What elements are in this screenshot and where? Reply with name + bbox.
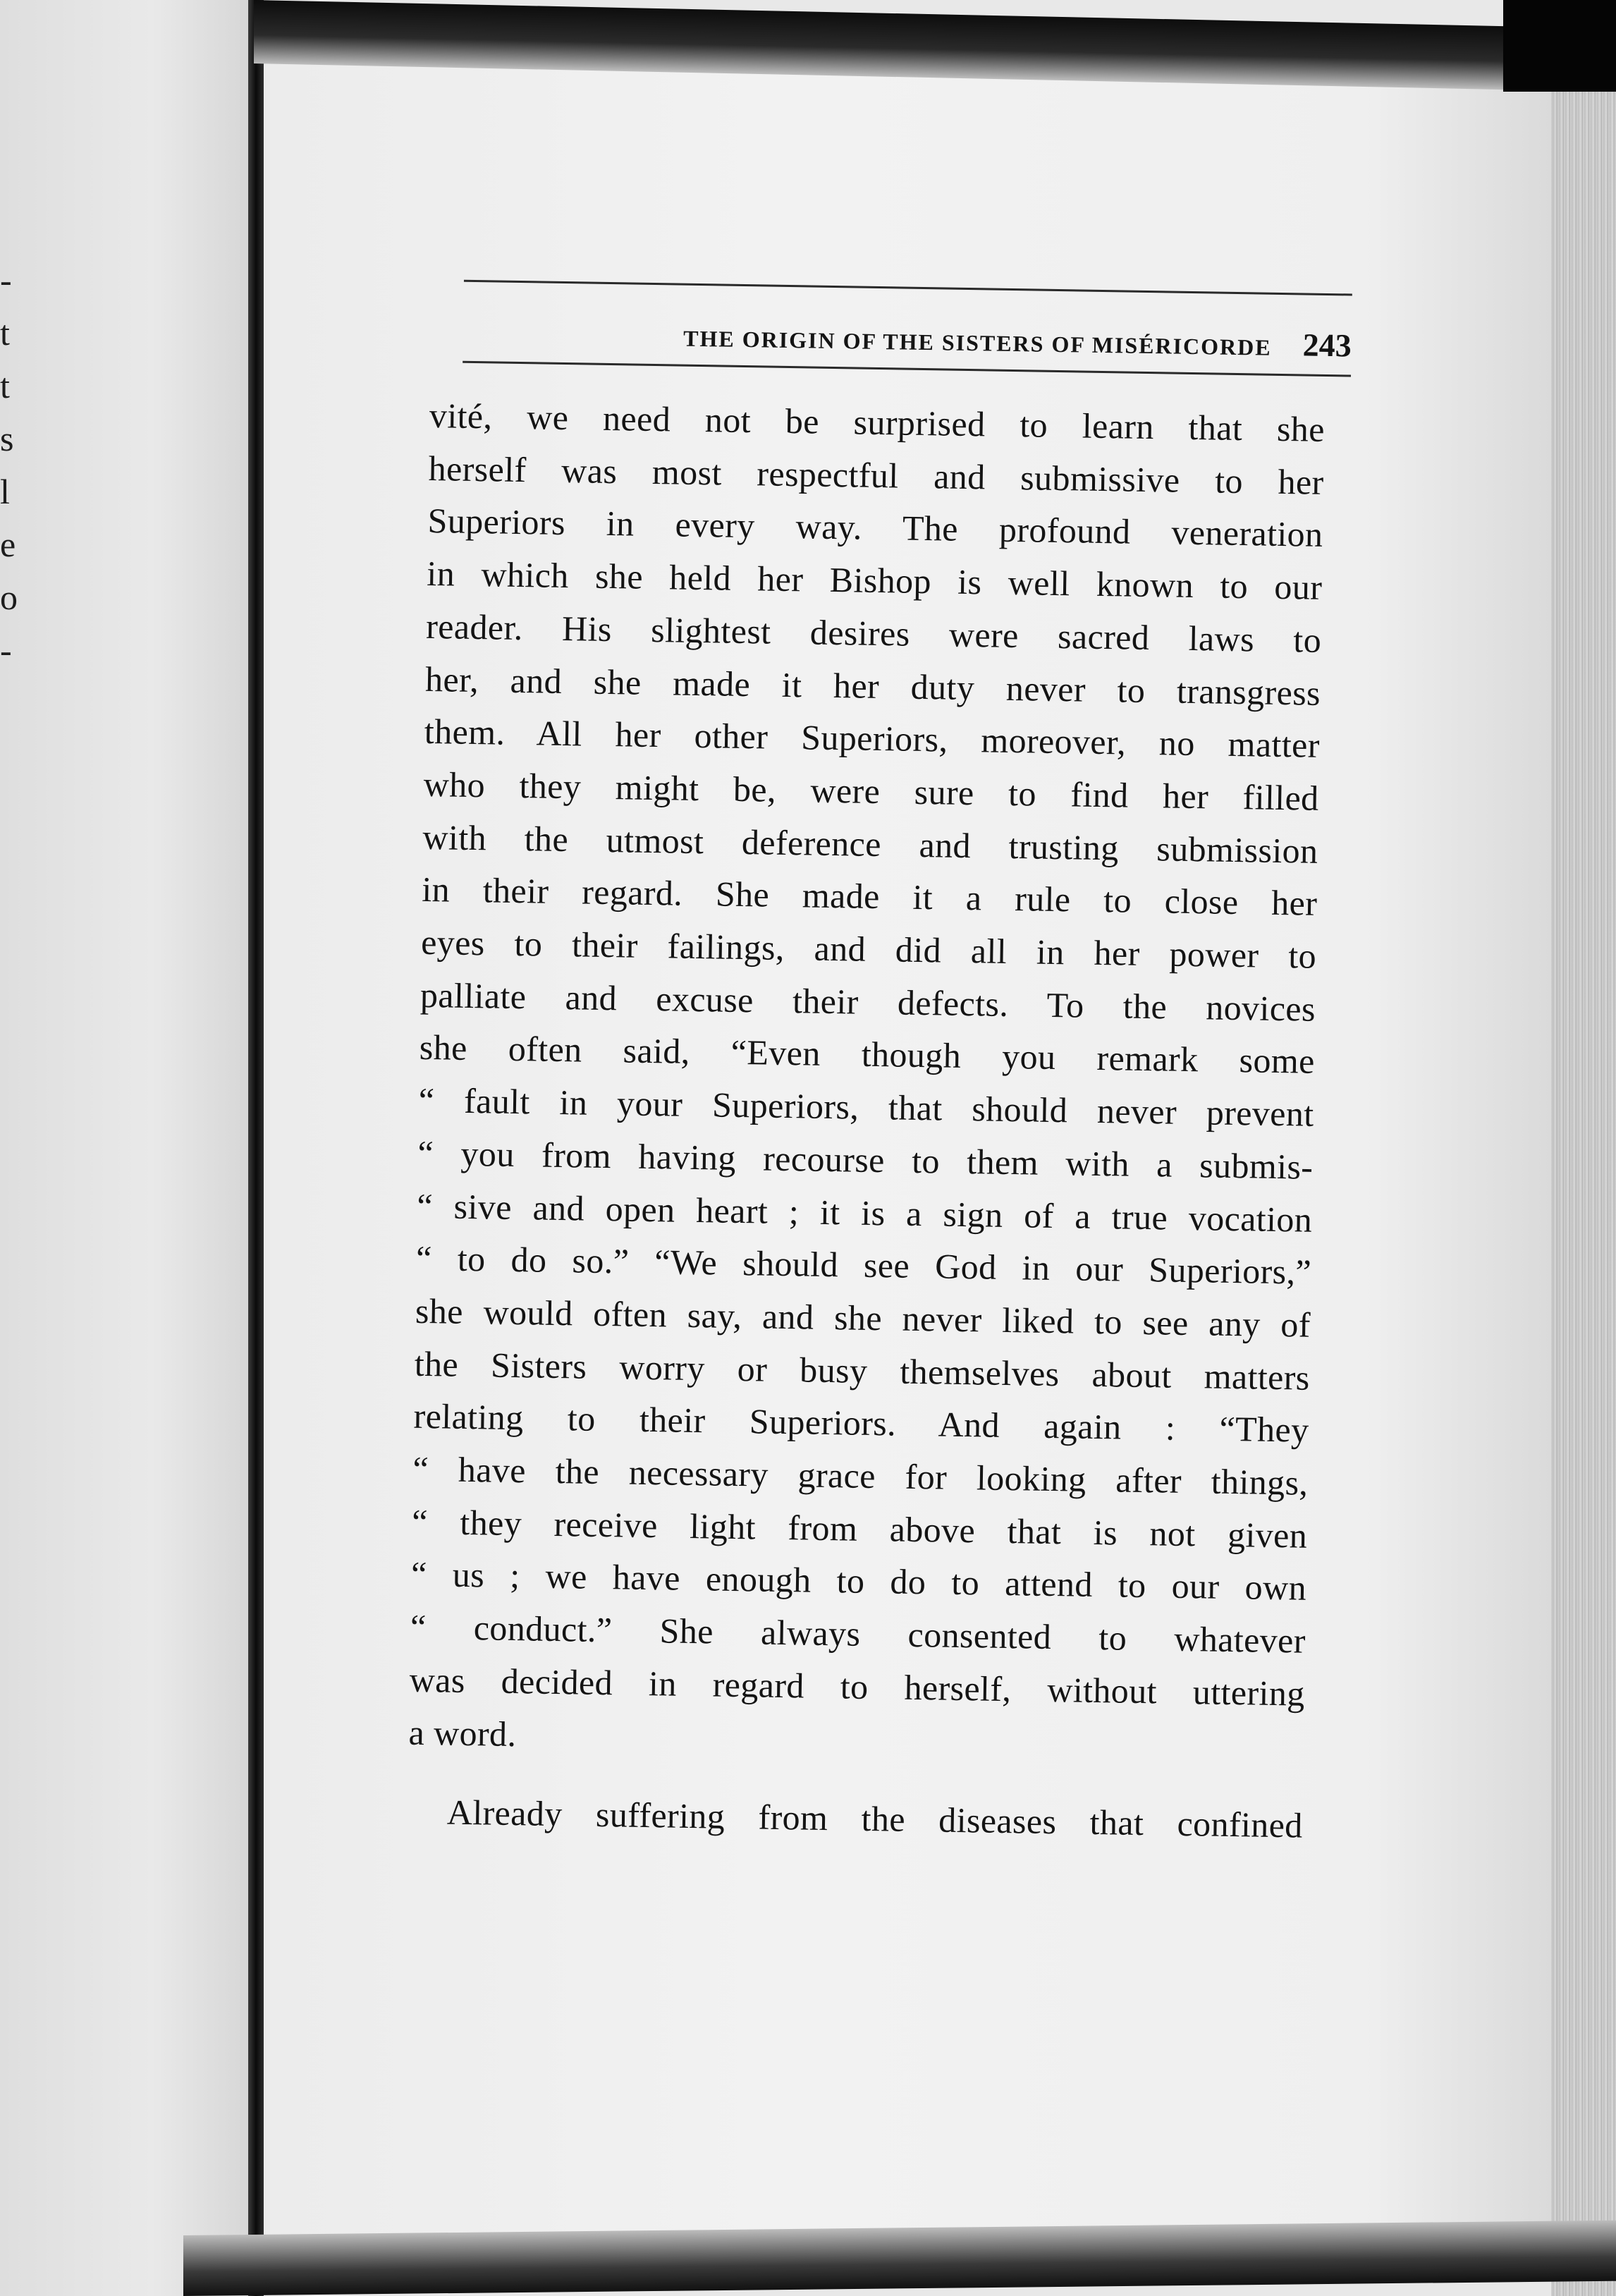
- running-title: THE ORIGIN OF THE SISTERS OF MISÉRICORDE: [682, 325, 1272, 360]
- text-line: eyes to their failings, and did all in her power to: [420, 922, 1317, 976]
- body-text: [407, 389, 1325, 1852]
- text-line: in which she held her Bishop is well known to our: [427, 554, 1323, 608]
- book-gutter: [248, 0, 264, 2296]
- text-line: “ conduct.” She always consented to whatever: [410, 1606, 1306, 1661]
- scan-corner-shadow: [1503, 0, 1616, 92]
- text-line: Already suffering from the diseases that confined: [446, 1792, 1304, 1845]
- header-rule-bottom: [463, 361, 1351, 377]
- text-line: was decided in regard to herself, without uttering: [409, 1659, 1306, 1714]
- page-content: [407, 279, 1352, 1852]
- text-line: who they might be, were sure to find her filled: [423, 764, 1320, 818]
- text-line: in their regard. She made it a rule to close her: [421, 869, 1318, 924]
- text-line: a word.: [408, 1712, 517, 1754]
- page-stack-edge: [1551, 63, 1616, 2296]
- text-line: reader. His slightest desires were sacred laws to: [425, 606, 1322, 660]
- text-line: them. All her other Superiors, moreover, no matter: [424, 712, 1321, 766]
- text-line: “ they receive light from above that is not given: [411, 1501, 1308, 1556]
- text-line: “ have the necessary grace for looking after things,: [412, 1448, 1309, 1503]
- text-line: “ to do so.” “We should see God in our Superiors,”: [415, 1238, 1312, 1293]
- text-line: herself was most respectful and submissive to her: [428, 448, 1325, 502]
- text-line: “ fault in your Superiors, that should never prevent: [418, 1080, 1314, 1134]
- paragraph: [408, 389, 1325, 1773]
- page-number: 243: [1302, 326, 1352, 364]
- text-line: palliate and excuse their defects. To the novices: [420, 975, 1316, 1029]
- text-line: “ sive and open heart ; it is a sign of a true vocation: [416, 1185, 1313, 1240]
- facing-page-text-fragments: - t t s l e o -: [0, 260, 18, 670]
- text-line: her, and she made it her duty never to transgress: [424, 659, 1321, 713]
- text-line: Superiors in every way. The profound veneration: [427, 501, 1323, 555]
- text-line: with the utmost deference and trusting submission: [422, 817, 1318, 871]
- text-line: “ you from having recourse to them with a submis-: [417, 1132, 1314, 1187]
- running-head: [431, 312, 1352, 364]
- facing-page-edge: [0, 0, 254, 2296]
- text-line: she often said, “Even though you remark some: [419, 1027, 1316, 1082]
- text-line: the Sisters worry or busy themselves about matters: [414, 1343, 1311, 1398]
- text-line: vité, we need not be surprised to learn that she: [429, 395, 1326, 449]
- text-line: “ us ; we have enough to do to attend to our own: [410, 1554, 1307, 1608]
- text-line: relating to their Superiors. And again : “They: [413, 1396, 1309, 1451]
- text-line: she would often say, and she never liked to see any of: [415, 1290, 1311, 1345]
